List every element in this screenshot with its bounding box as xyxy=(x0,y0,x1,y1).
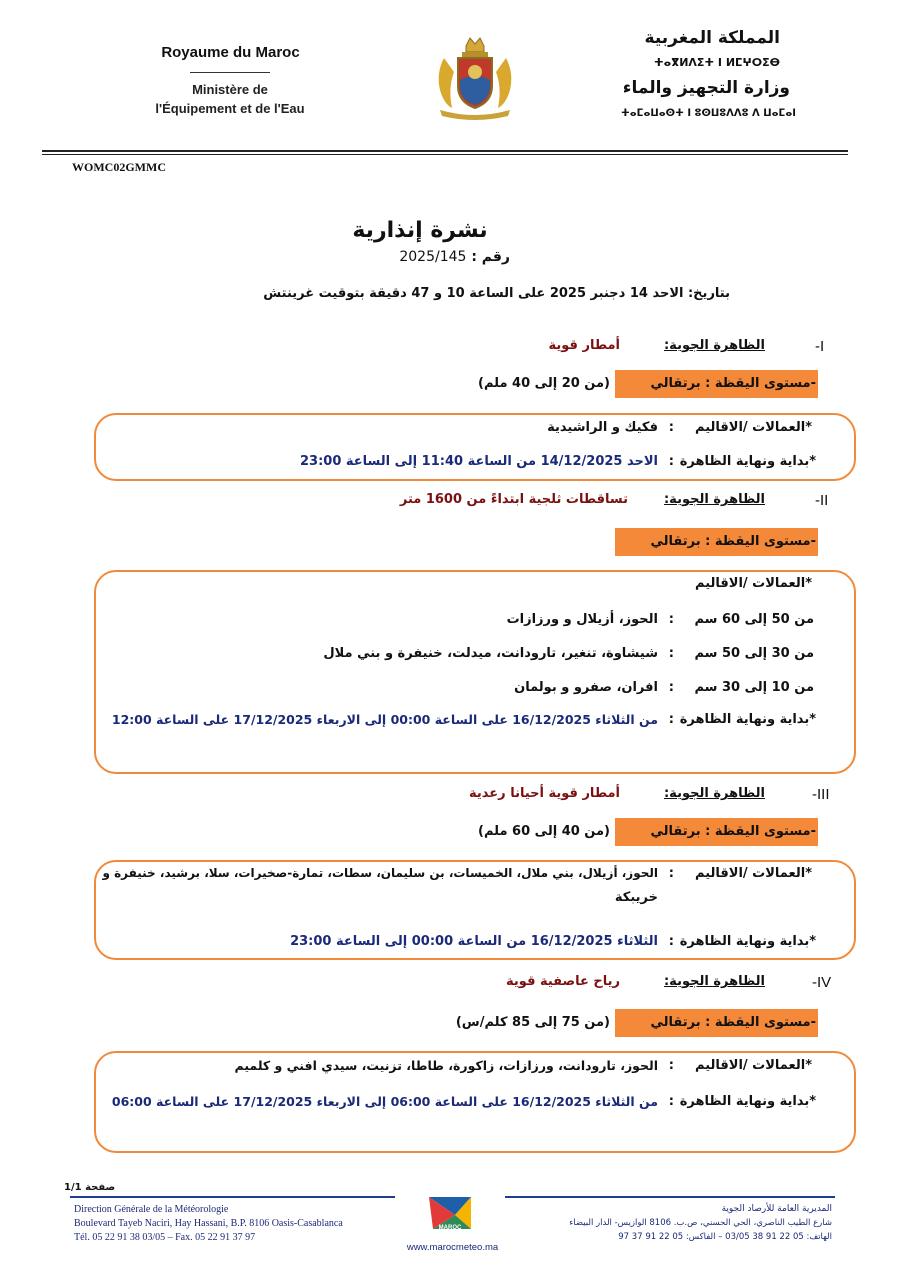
section-2-snow-range-1: من 50 إلى 60 سم xyxy=(694,612,814,627)
header-ar-ministry: وزارة التجهيز والماء xyxy=(622,78,790,98)
header-ar-kingdom: المملكة المغربية xyxy=(644,28,780,48)
page-number xyxy=(64,1182,124,1193)
header-fr-ministry-line1: Ministère de xyxy=(192,82,268,97)
section-3-vigilance: -مستوى اليقظة : برتقالي xyxy=(650,824,816,839)
header-fr-divider xyxy=(190,72,270,73)
section-1-number: -I xyxy=(815,338,825,355)
footer-fr-line1: Direction Générale de la Météorologie xyxy=(74,1204,229,1215)
section-3-regions-label: *العمالات /الاقاليم xyxy=(695,866,812,881)
section-1-regions: فكيك و الراشيدية xyxy=(547,420,658,435)
section-1-phenomenon-label: الظاهرة الجوية: xyxy=(663,338,765,353)
header-fr-kingdom: Royaume du Maroc xyxy=(161,44,300,61)
section-4-regions-label: *العمالات /الاقاليم xyxy=(695,1058,812,1073)
section-3-regions-line2: خريبكة xyxy=(614,890,658,905)
section-4-phenomenon-label: الظاهرة الجوية: xyxy=(663,974,765,989)
marocmeteo-logo-icon xyxy=(425,1193,475,1237)
section-2-snow-places-3: افران، صفرو و بولمان xyxy=(514,680,658,695)
section-2-colon-2: : xyxy=(668,646,674,661)
section-2-period-label: *بداية ونهاية الظاهرة xyxy=(679,712,816,727)
marocmeteo-logo-text: MAROC xyxy=(438,1225,462,1231)
section-1-colon-1: : xyxy=(668,420,674,435)
section-2-snow-places-2: شيشاوة، تنغير، تارودانت، ميدلت، خنيفرة و بني ملال xyxy=(323,646,658,661)
bulletin-code: WOMC02GMMC xyxy=(72,160,166,174)
page-number-value: 1/1 xyxy=(64,1182,82,1193)
section-2-snow-range-3: من 10 إلى 30 سم xyxy=(694,680,814,695)
section-2-colon-3: : xyxy=(668,680,674,695)
section-4-amount: (من 75 إلى 85 كلم/س) xyxy=(455,1015,610,1030)
section-3-period: الثلاثاء 16/12/2025 من الساعة 00:00 إلى الساعة 23:00 xyxy=(290,934,658,949)
footer-ar-line1: المديرية العامة للأرصاد الجوية xyxy=(721,1204,832,1214)
section-1-regions-label: *العمالات /الاقاليم xyxy=(695,420,812,435)
bulletin-number-value: 2025/145 xyxy=(399,249,467,265)
section-3-period-label: *بداية ونهاية الظاهرة xyxy=(679,934,816,949)
bulletin-title: نشرة إنذارية xyxy=(352,218,488,243)
section-3-regions-line1: الحوز، أزيلال، بني ملال، الخميسات، بن سليمان، سطات، تمارة-صخيرات، سلا، برشيد، خنيفرة و xyxy=(102,866,658,880)
section-2-number: -II xyxy=(815,492,829,509)
section-1-phenomenon: أمطار قوية xyxy=(548,338,620,353)
section-4-vigilance: -مستوى اليقظة : برتقالي xyxy=(650,1015,816,1030)
section-2-regions-label: *العمالات /الاقاليم xyxy=(695,576,812,591)
section-3-amount: (من 40 إلى 60 ملم) xyxy=(478,824,610,839)
header-rule-bottom xyxy=(42,154,848,155)
section-3-phenomenon: أمطار قوية أحيانا رعدية xyxy=(469,786,620,801)
bulletin-date: بتاريخ: الاحد 14 دجنبر 2025 على الساعة 10 و 47 دقيقة بتوقيت غرينتش xyxy=(263,286,730,301)
section-4-colon-2: : xyxy=(668,1094,674,1109)
page-number-label: صفحة xyxy=(85,1182,116,1193)
footer-website[interactable]: www.marocmeteo.ma xyxy=(406,1242,499,1253)
section-4-regions: الحوز، تارودانت، ورزازات، زاكورة، طاطا، تزنيت، سيدي افني و كلميم xyxy=(234,1058,658,1073)
footer-ar-line2: شارع الطيب الناصري، الحي الحسني، ص.ب. 8106 الوازيس- الدار البيضاء xyxy=(569,1218,832,1228)
section-4-period: من الثلاثاء 16/12/2025 على الساعة 06:00 إلى الاربعاء 17/12/2025 على الساعة 06:00 xyxy=(111,1094,658,1109)
section-2-phenomenon-label: الظاهرة الجوية: xyxy=(663,492,765,507)
section-4-period-label: *بداية ونهاية الظاهرة xyxy=(679,1094,816,1109)
section-4-colon-1: : xyxy=(668,1058,674,1073)
section-3-number: -III xyxy=(812,786,830,803)
section-1-period: الاحد 14/12/2025 من الساعة 11:40 إلى الساعة 23:00 xyxy=(299,454,658,469)
section-2-vigilance: -مستوى اليقظة : برتقالي xyxy=(650,534,816,549)
section-2-colon-1: : xyxy=(668,612,674,627)
section-1-colon-2: : xyxy=(668,454,674,469)
header-tifinagh-kingdom: ⵜⴰⴳⵍⴷⵉⵜ ⵏ ⵍⵎⵖⵔⵉⴱ xyxy=(653,56,780,69)
footer-rule-right xyxy=(505,1196,835,1198)
section-4-phenomenon: رياح عاصفية قوية xyxy=(506,974,620,989)
bulletin-number xyxy=(380,249,510,265)
section-2-colon-4: : xyxy=(668,712,674,727)
section-3-phenomenon-label: الظاهرة الجوية: xyxy=(663,786,765,801)
header-tifinagh-ministry: ⵜⴰⵎⴰⵡⴰⵙⵜ ⵏ ⵓⵙⵡⵓⴷⴷⵓ ⴷ ⵡⴰⵎⴰⵏ xyxy=(620,108,796,119)
footer-fr-line3: Tél. 05 22 91 38 03/05 – Fax. 05 22 91 37 97 xyxy=(74,1232,256,1243)
coat-of-arms-icon xyxy=(430,28,520,120)
section-1-vigilance: -مستوى اليقظة : برتقالي xyxy=(650,376,816,391)
header-fr-ministry-line2: l'Équipement et de l'Eau xyxy=(155,101,305,116)
section-2-period: من الثلاثاء 16/12/2025 على الساعة 00:00 إلى الاربعاء 17/12/2025 على الساعة 12:00 xyxy=(111,712,658,727)
section-1-period-label: *بداية ونهاية الظاهرة xyxy=(679,454,816,469)
section-2-snow-range-2: من 30 إلى 50 سم xyxy=(694,646,814,661)
bulletin-number-label: رقم : xyxy=(471,249,510,265)
header-rule-top xyxy=(42,150,848,152)
footer-ar-line3: الهاتف: 05 22 91 38 03/05 – الفاكس: 05 22 91 37 97 xyxy=(618,1232,832,1242)
footer-fr-line2: Boulevard Tayeb Naciri, Hay Hassani, B.P. 8106 Oasis-Casablanca xyxy=(74,1218,343,1229)
section-2-box xyxy=(94,570,856,774)
section-4-number: -IV xyxy=(812,974,832,991)
section-2-snow-places-1: الحوز، أزيلال و ورزازات xyxy=(506,612,658,627)
section-1-amount: (من 20 إلى 40 ملم) xyxy=(478,376,610,391)
section-3-colon-2: : xyxy=(668,934,674,949)
section-2-phenomenon: تساقطات ثلجية ابتداءً من 1600 متر xyxy=(399,492,628,507)
footer-rule-left xyxy=(70,1196,395,1198)
section-3-colon-1: : xyxy=(668,866,674,881)
